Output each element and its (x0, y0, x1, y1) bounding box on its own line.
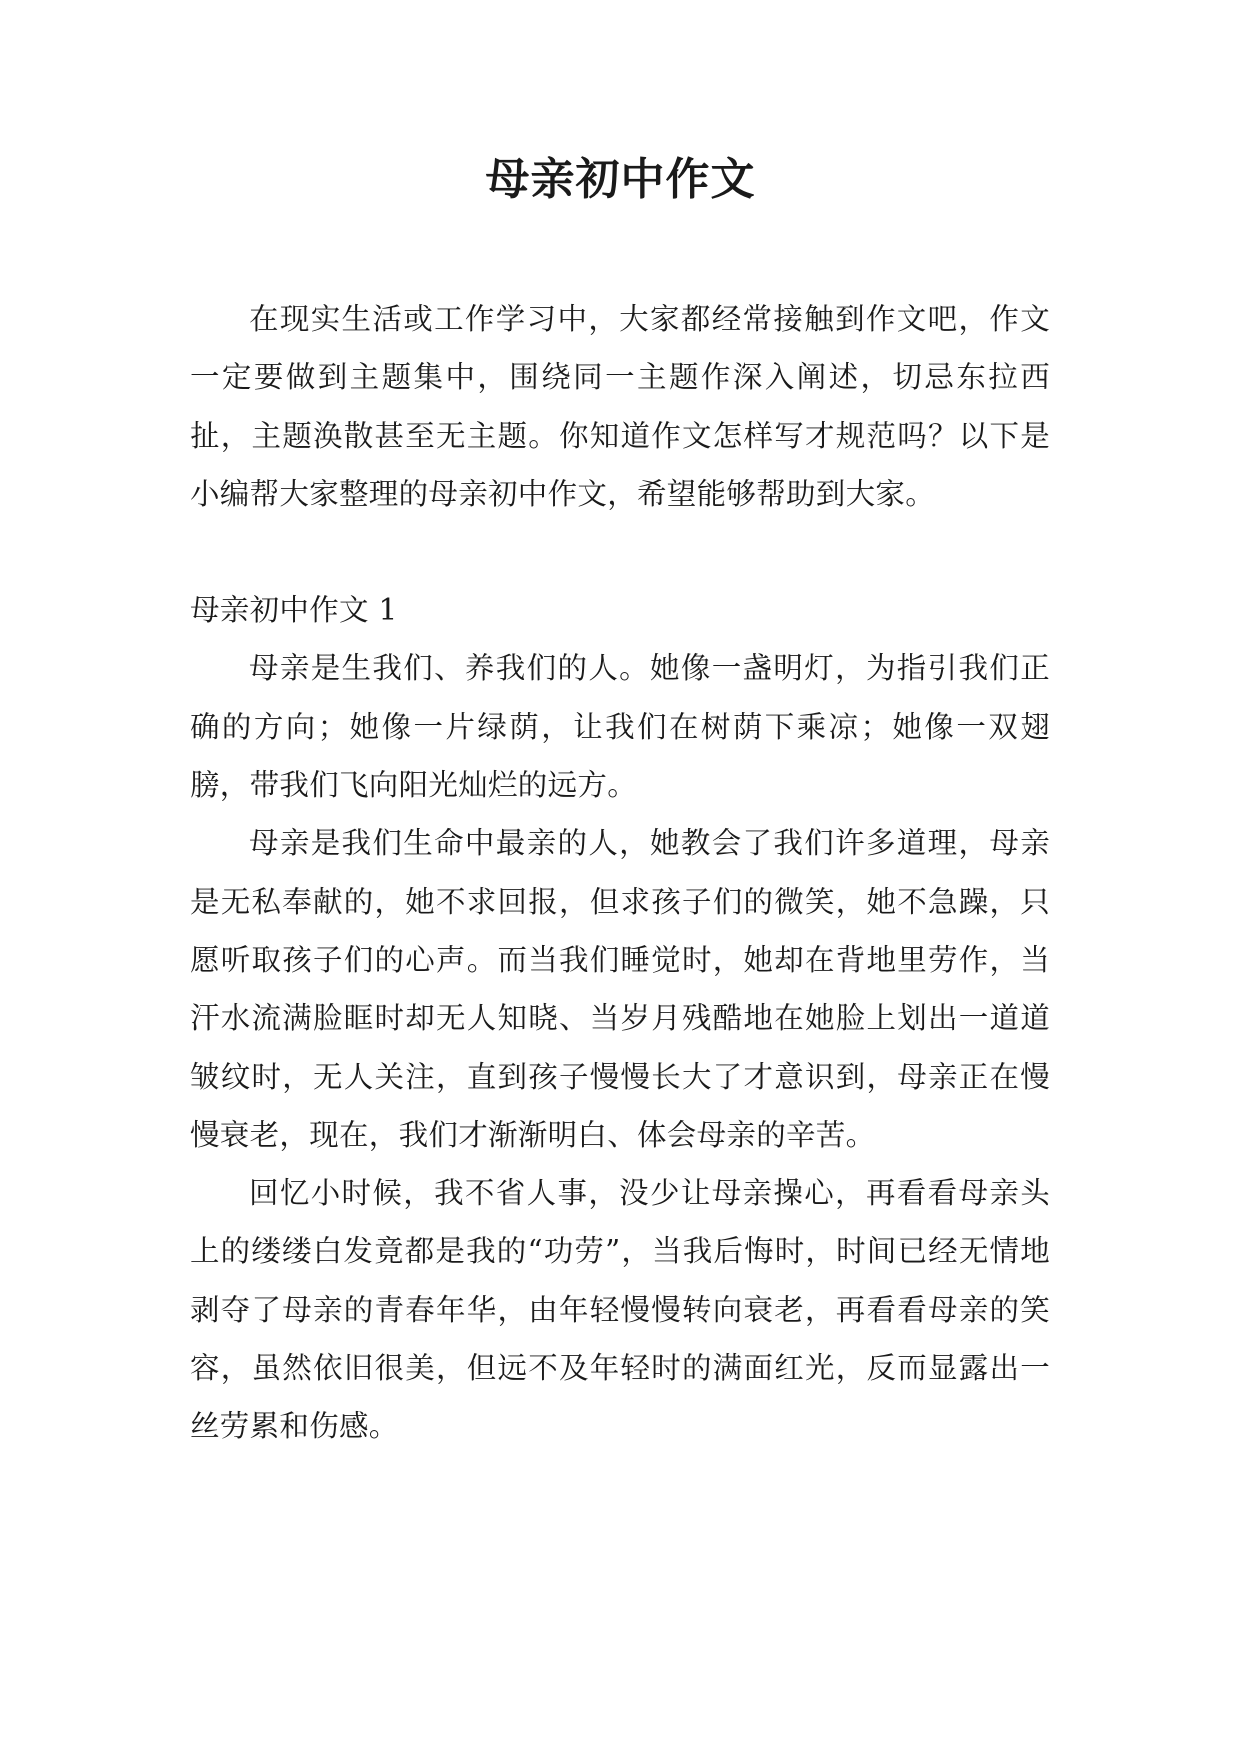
document-body (190, 290, 1050, 1456)
document-title: 母亲初中作文 (485, 154, 756, 205)
section-heading: 母亲初中作文 1 (190, 593, 398, 628)
body-paragraph-3: 回忆小时候，我不省人事，没少让母亲操心，再看看母亲头上的缕缕白发竟都是我的“功劳”，当我后悔时，时间已经无情地剥夺了母亲的青春年华，由年轻慢慢转向衰老，再看看母亲的笑容，虽然依旧很美，但远不及年轻时的满面红光，反而显露出一丝劳累和伤感。 (190, 1176, 1050, 1444)
body-paragraph-2: 母亲是我们生命中最亲的人，她教会了我们许多道理，母亲是无私奉献的，她不求回报，但求孩子们的微笑，她不急躁，只愿听取孩子们的心声。而当我们睡觉时，她却在背地里劳作，当汗水流满脸眶时却无人知晓、当岁月残酷地在她脸上划出一道道皱纹时，无人关注，直到孩子慢慢长大了才意识到，母亲正在慢慢衰老，现在，我们才渐渐明白、体会母亲的辛苦。 (190, 826, 1050, 1152)
body-paragraph-1: 母亲是生我们、养我们的人。她像一盏明灯，为指引我们正确的方向；她像一片绿荫，让我们在树荫下乘凉；她像一双翅膀，带我们飞向阳光灿烂的远方。 (190, 651, 1050, 803)
intro-paragraph: 在现实生活或工作学习中，大家都经常接触到作文吧，作文一定要做到主题集中，围绕同一主题作深入阐述，切忌东拉西扯，主题涣散甚至无主题。你知道作文怎样写才规范吗？以下是小编帮大家整理的母亲初中作文，希望能够帮助到大家。 (190, 302, 1050, 511)
